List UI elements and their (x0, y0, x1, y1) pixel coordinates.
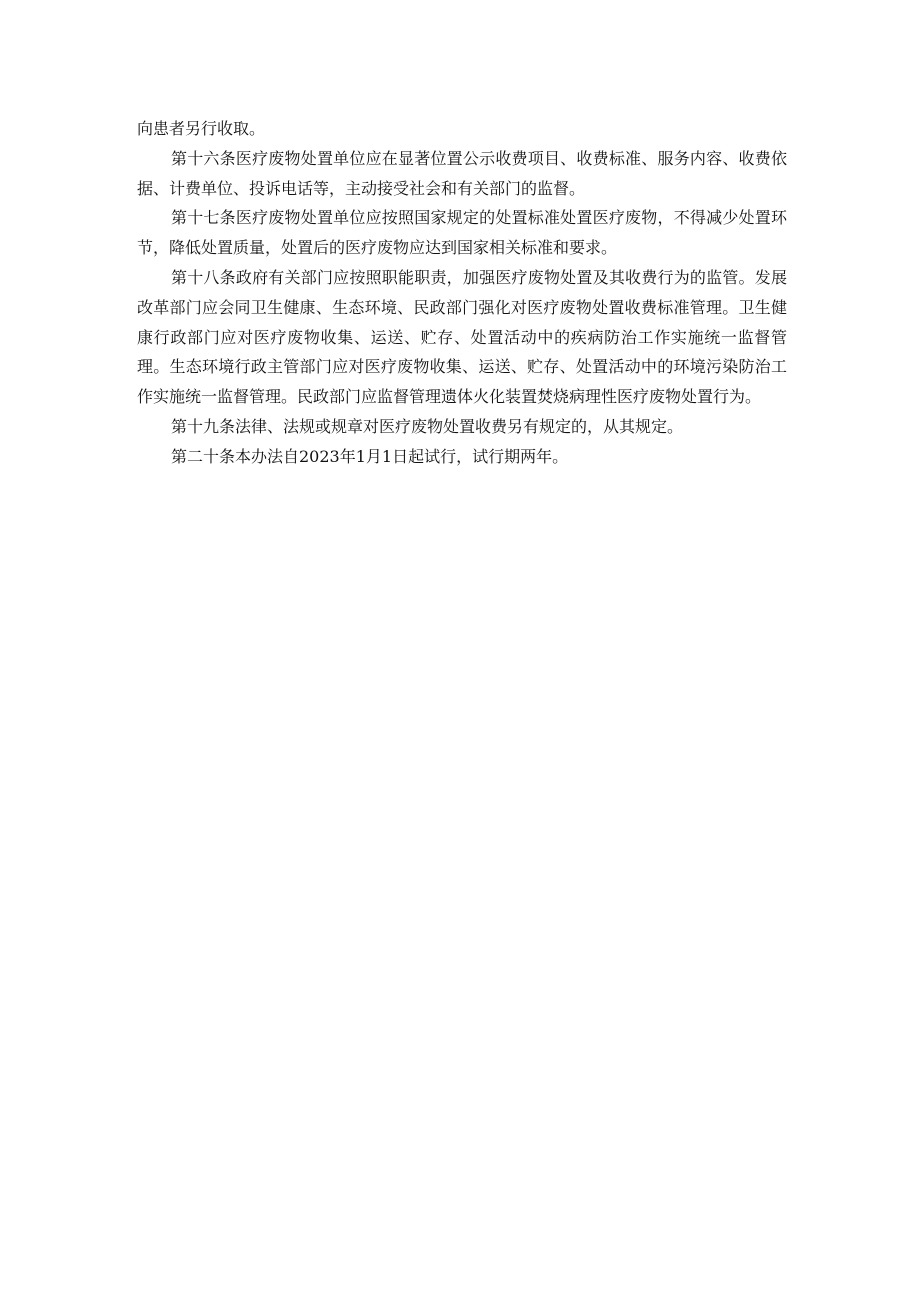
article-20-paragraph: 第二十条本办法自2023年1月1日起试行，试行期两年。 (171, 446, 569, 466)
article-19-paragraph: 第十九条法律、法规或规章对医疗废物处置收费另有规定的，从其规定。 (171, 416, 684, 436)
paragraph-continuation: 向患者另行收取。 (137, 119, 266, 138)
article-18-paragraph: 第十八条政府有关部门应按照职能职责，加强医疗废物处置及其收费行为的监管。发展改革部门应会同卫生健康、生态环境、民政部门强化对医疗废物处置收费标准管理。卫生健康行政部门应对医疗废物收集、运送、贮存、处置活动中的疾病防治工作实施统一监督管理。生态环境行政主管部门应对医疗废物收集、运送、贮存、处置活动中的环境污染防治工作实施统一监督管理。民政部门应监督管理遗体火化装置焚烧病理性医疗废物处置行为。 (137, 267, 787, 407)
article-17-paragraph: 第十七条医疗废物处置单位应按照国家规定的处置标准处置医疗废物，不得减少处置环节，降低处置质量，处置后的医疗废物应达到国家相关标准和要求。 (137, 208, 787, 258)
article-16-paragraph: 第十六条医疗废物处置单位应在显著位置公示收费项目、收费标准、服务内容、收费依据、计费单位、投诉电话等，主动接受社会和有关部门的监督。 (137, 148, 787, 198)
document-page (137, 114, 787, 472)
